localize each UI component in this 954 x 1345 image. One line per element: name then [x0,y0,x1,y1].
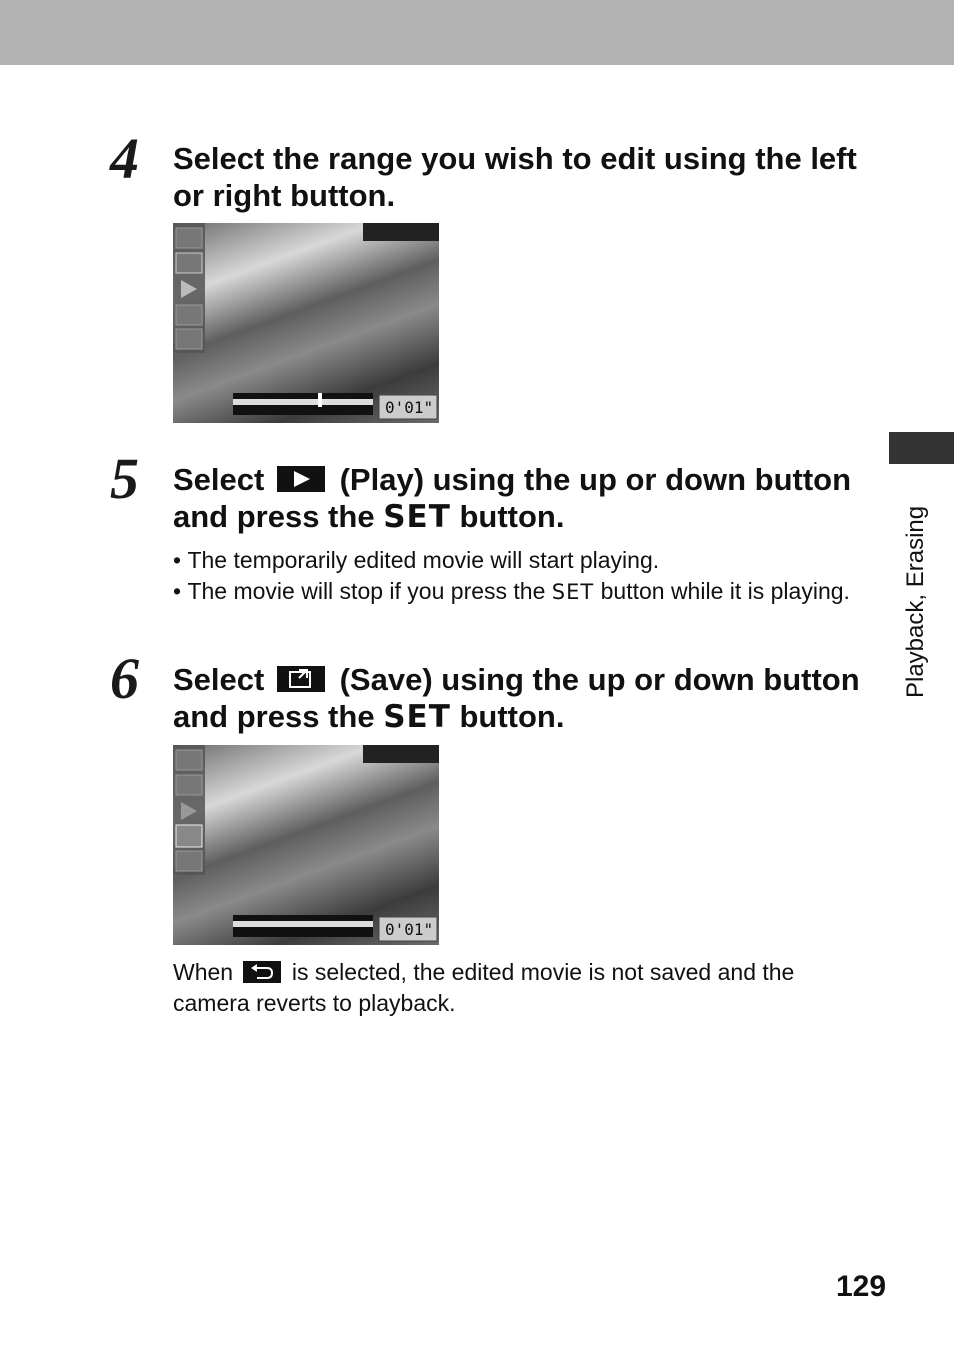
title-text: button. [459,499,565,534]
save-icon [277,666,325,692]
screen-graphic [173,223,439,423]
section-tab [889,432,954,464]
step-title [173,461,873,536]
step-title [173,661,873,736]
bullet-text: The movie will stop if you press the [187,578,546,604]
title-text: (Play) using the up or down button and press the [173,462,852,534]
step-title: Select the range you wish to edit using the left or right button. [173,141,857,213]
note-text [173,957,863,1019]
return-icon [243,961,281,983]
step-number: 5 [110,446,139,511]
screen-graphic [173,745,439,945]
camera-screen [173,223,439,423]
note-part: When [173,959,234,985]
set-button-label: SET [383,699,451,735]
bullet-item: • The temporarily edited movie will start playing. [173,545,863,576]
step-number: 4 [110,126,139,191]
page-number: 129 [836,1270,887,1303]
title-text: button. [459,699,565,734]
step-number: 6 [110,646,139,711]
bullet-text: button while it is playing. [600,578,850,604]
bullet-item [173,576,863,608]
time-readout: 0'01" [385,398,434,417]
note-part: is selected, the edited movie is not saved and the camera reverts to playback. [173,959,795,1016]
set-button-label: SET [551,580,595,604]
play-icon [277,466,325,492]
title-text: (Save) using the up or down button and press the [173,662,860,734]
title-text: Select [173,662,265,697]
title-text: Select [173,462,265,497]
camera-screen [173,745,439,945]
time-readout: 0'01" [385,920,434,939]
bullet-list [173,545,863,608]
set-button-label: SET [383,499,451,535]
section-label: Playback, Erasing [902,505,929,698]
header-bar [0,0,954,65]
